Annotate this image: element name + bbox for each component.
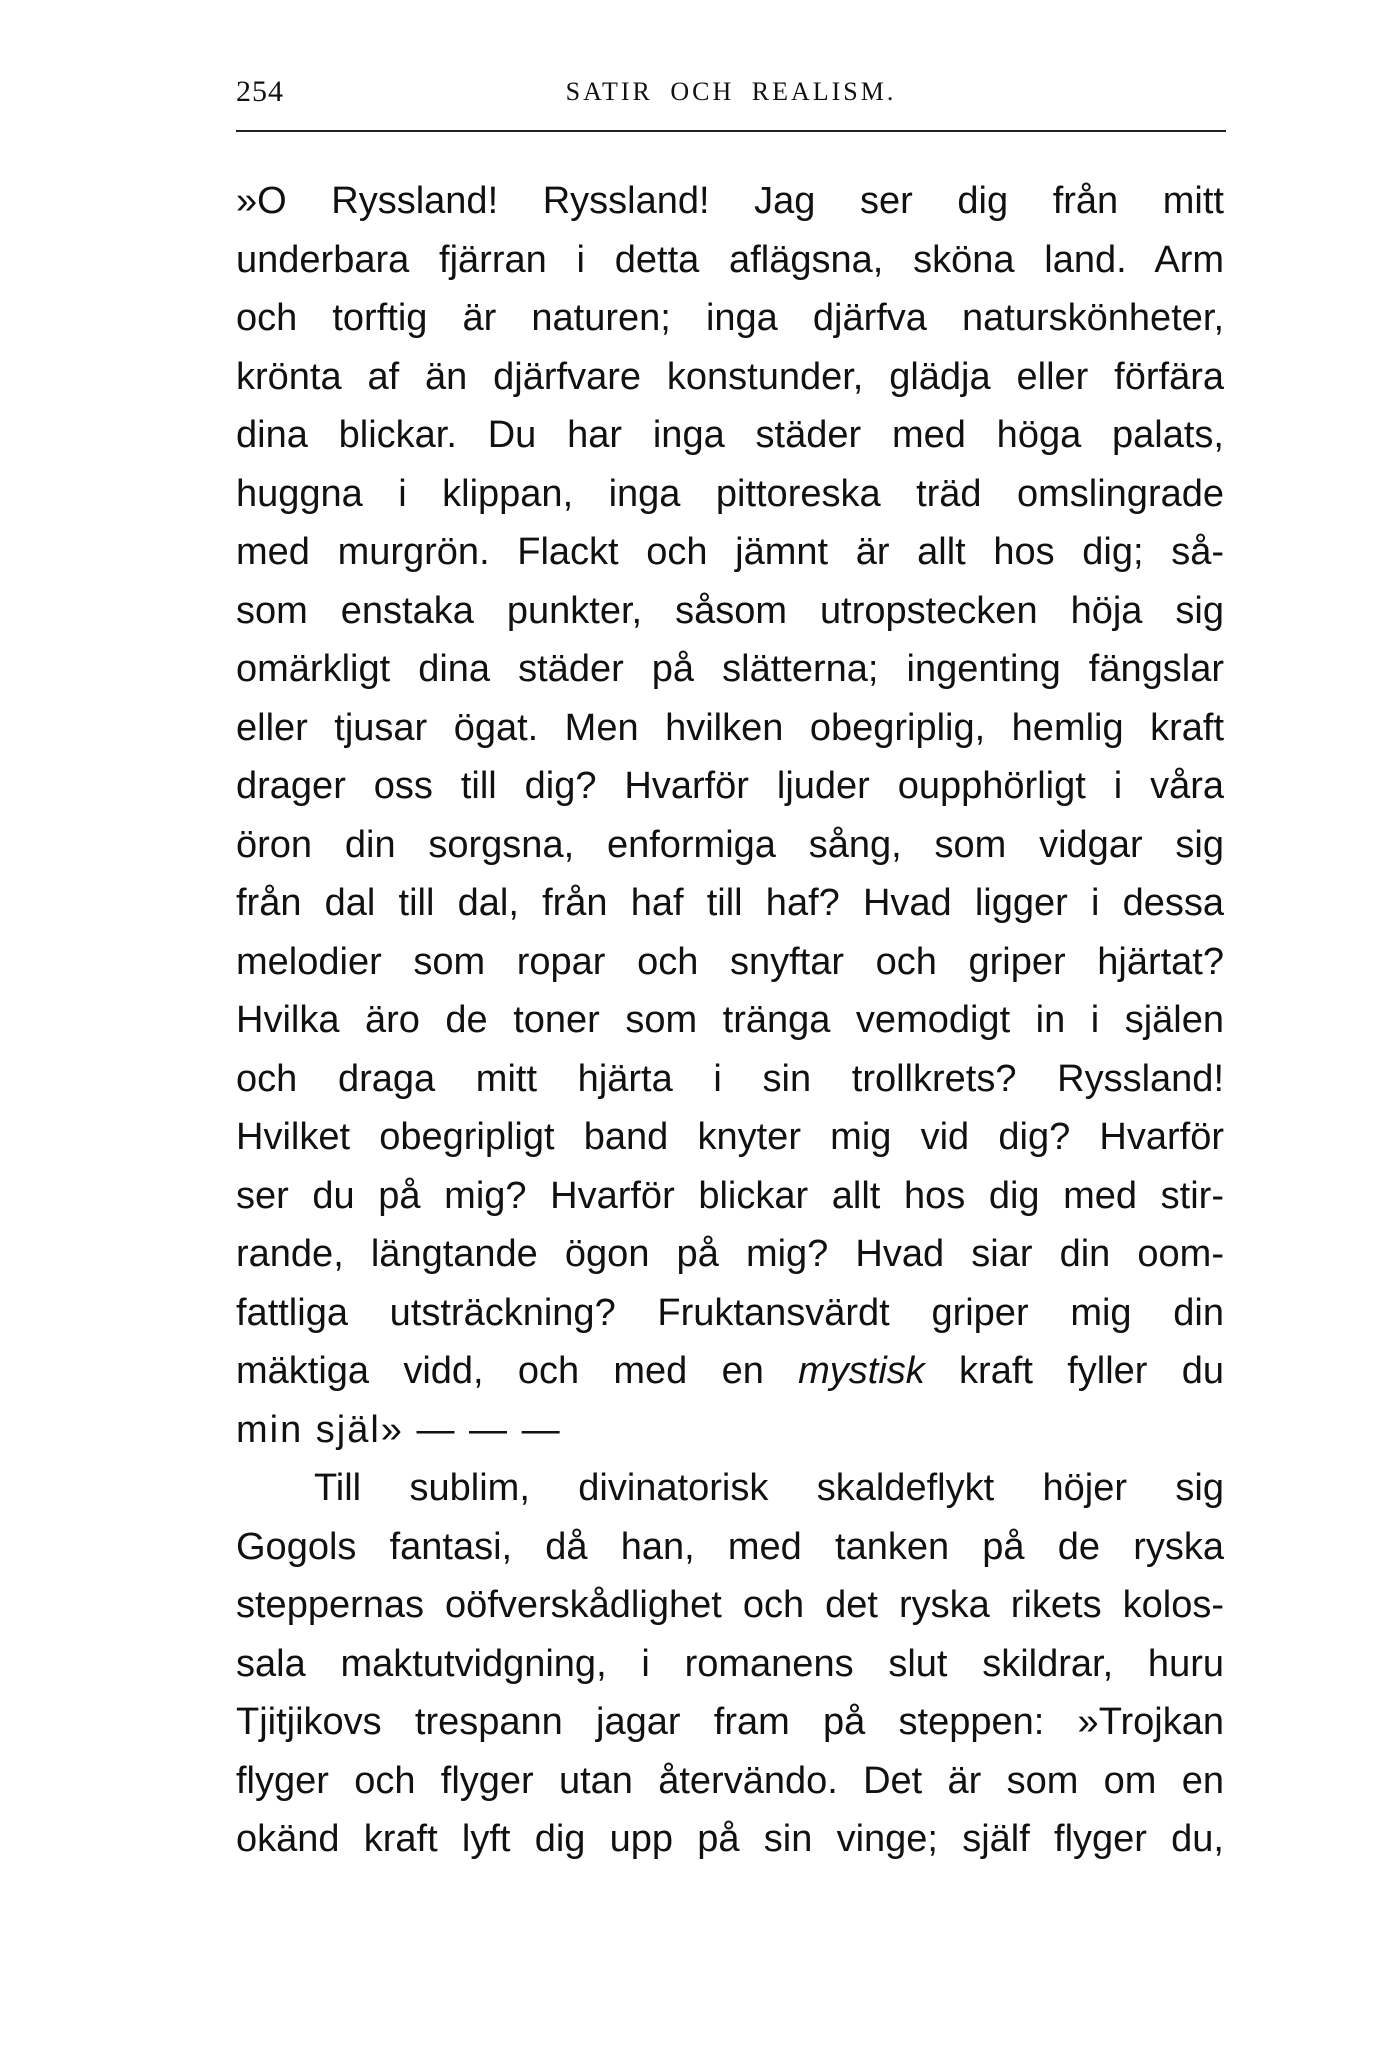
text-line: okänd kraft lyft dig upp på sin vinge; själf flyger du, — [236, 1818, 1224, 1860]
text-line: och torftig är naturen; inga djärfva naturskönheter, — [236, 297, 1224, 339]
text-line: huggna i klippan, inga pittoreska träd omslingrade — [236, 472, 1224, 515]
text-line: »O Ryssland! Ryssland! Jag ser dig från mitt — [236, 180, 1224, 222]
text-line: melodier som ropar och snyftar och griper hjärtat? — [236, 940, 1224, 983]
text-segment: kraft fyller du — [924, 1350, 1224, 1392]
text-line: drager oss till dig? Hvarför ljuder oupphörligt i våra — [236, 765, 1224, 807]
header-rule — [236, 130, 1226, 132]
text-line: dina blickar. Du har inga städer med höga palats, — [236, 414, 1224, 456]
paragraph-2 — [236, 1459, 1224, 1869]
text-line: från dal till dal, från haf till haf? Hvad ligger i dessa — [236, 882, 1224, 924]
body-text — [236, 172, 1224, 1869]
text-line: fattliga utsträckning? Fruktansvärdt griper mig din — [236, 1291, 1224, 1334]
text-line: rande, längtande ögon på mig? Hvad siar din oom- — [236, 1233, 1224, 1275]
text-line: Hvilket obegripligt band knyter mig vid dig? Hvarför — [236, 1116, 1224, 1158]
text-line-with-emphasis — [236, 1342, 1224, 1401]
text-line: steppernas oöfverskådlighet och det ryska rikets kolos- — [236, 1584, 1224, 1626]
running-head — [236, 75, 1226, 115]
text-line: som enstaka punkter, såsom utropstecken höja sig — [236, 589, 1224, 632]
text-line: ser du på mig? Hvarför blickar allt hos dig med stir- — [236, 1174, 1224, 1217]
text-line: sala maktutvidgning, i romanens slut skildrar, huru — [236, 1642, 1224, 1685]
text-line: krönta af än djärfvare konstunder, glädja eller förfära — [236, 355, 1224, 398]
text-line: och draga mitt hjärta i sin trollkrets? Ryssland! — [236, 1057, 1224, 1100]
text-line: med murgrön. Flackt och jämnt är allt hos dig; så- — [236, 531, 1224, 573]
text-line: Hvilka äro de toner som tränga vemodigt in i själen — [236, 999, 1224, 1041]
text-segment: mäktiga vidd, och med en — [236, 1350, 799, 1392]
text-line: omärkligt dina städer på slätterna; ingenting fängslar — [236, 648, 1224, 690]
emphasized-word: mystisk — [798, 1350, 925, 1392]
text-line: underbara fjärran i detta aflägsna, sköna land. Arm — [236, 238, 1224, 281]
text-line-closing: min själ» — — — — [236, 1408, 562, 1451]
text-line: Gogols fantasi, då han, med tanken på de ryska — [236, 1525, 1224, 1568]
page-number: 254 — [236, 75, 284, 108]
running-title: SATIR OCH REALISM. — [565, 77, 897, 106]
text-line: flyger och flyger utan återvändo. Det är som om en — [236, 1759, 1224, 1802]
text-line: öron din sorgsna, enformiga sång, som vidgar sig — [236, 823, 1224, 866]
text-line: eller tjusar ögat. Men hvilken obegriplig, hemlig kraft — [236, 706, 1224, 749]
paragraph-1 — [236, 172, 1224, 1459]
text-line: Tjitjikovs trespann jagar fram på steppen: »Trojkan — [236, 1701, 1224, 1743]
text-line-indented: Till sublim, divinatorisk skaldeflykt höjer sig — [314, 1467, 1224, 1509]
